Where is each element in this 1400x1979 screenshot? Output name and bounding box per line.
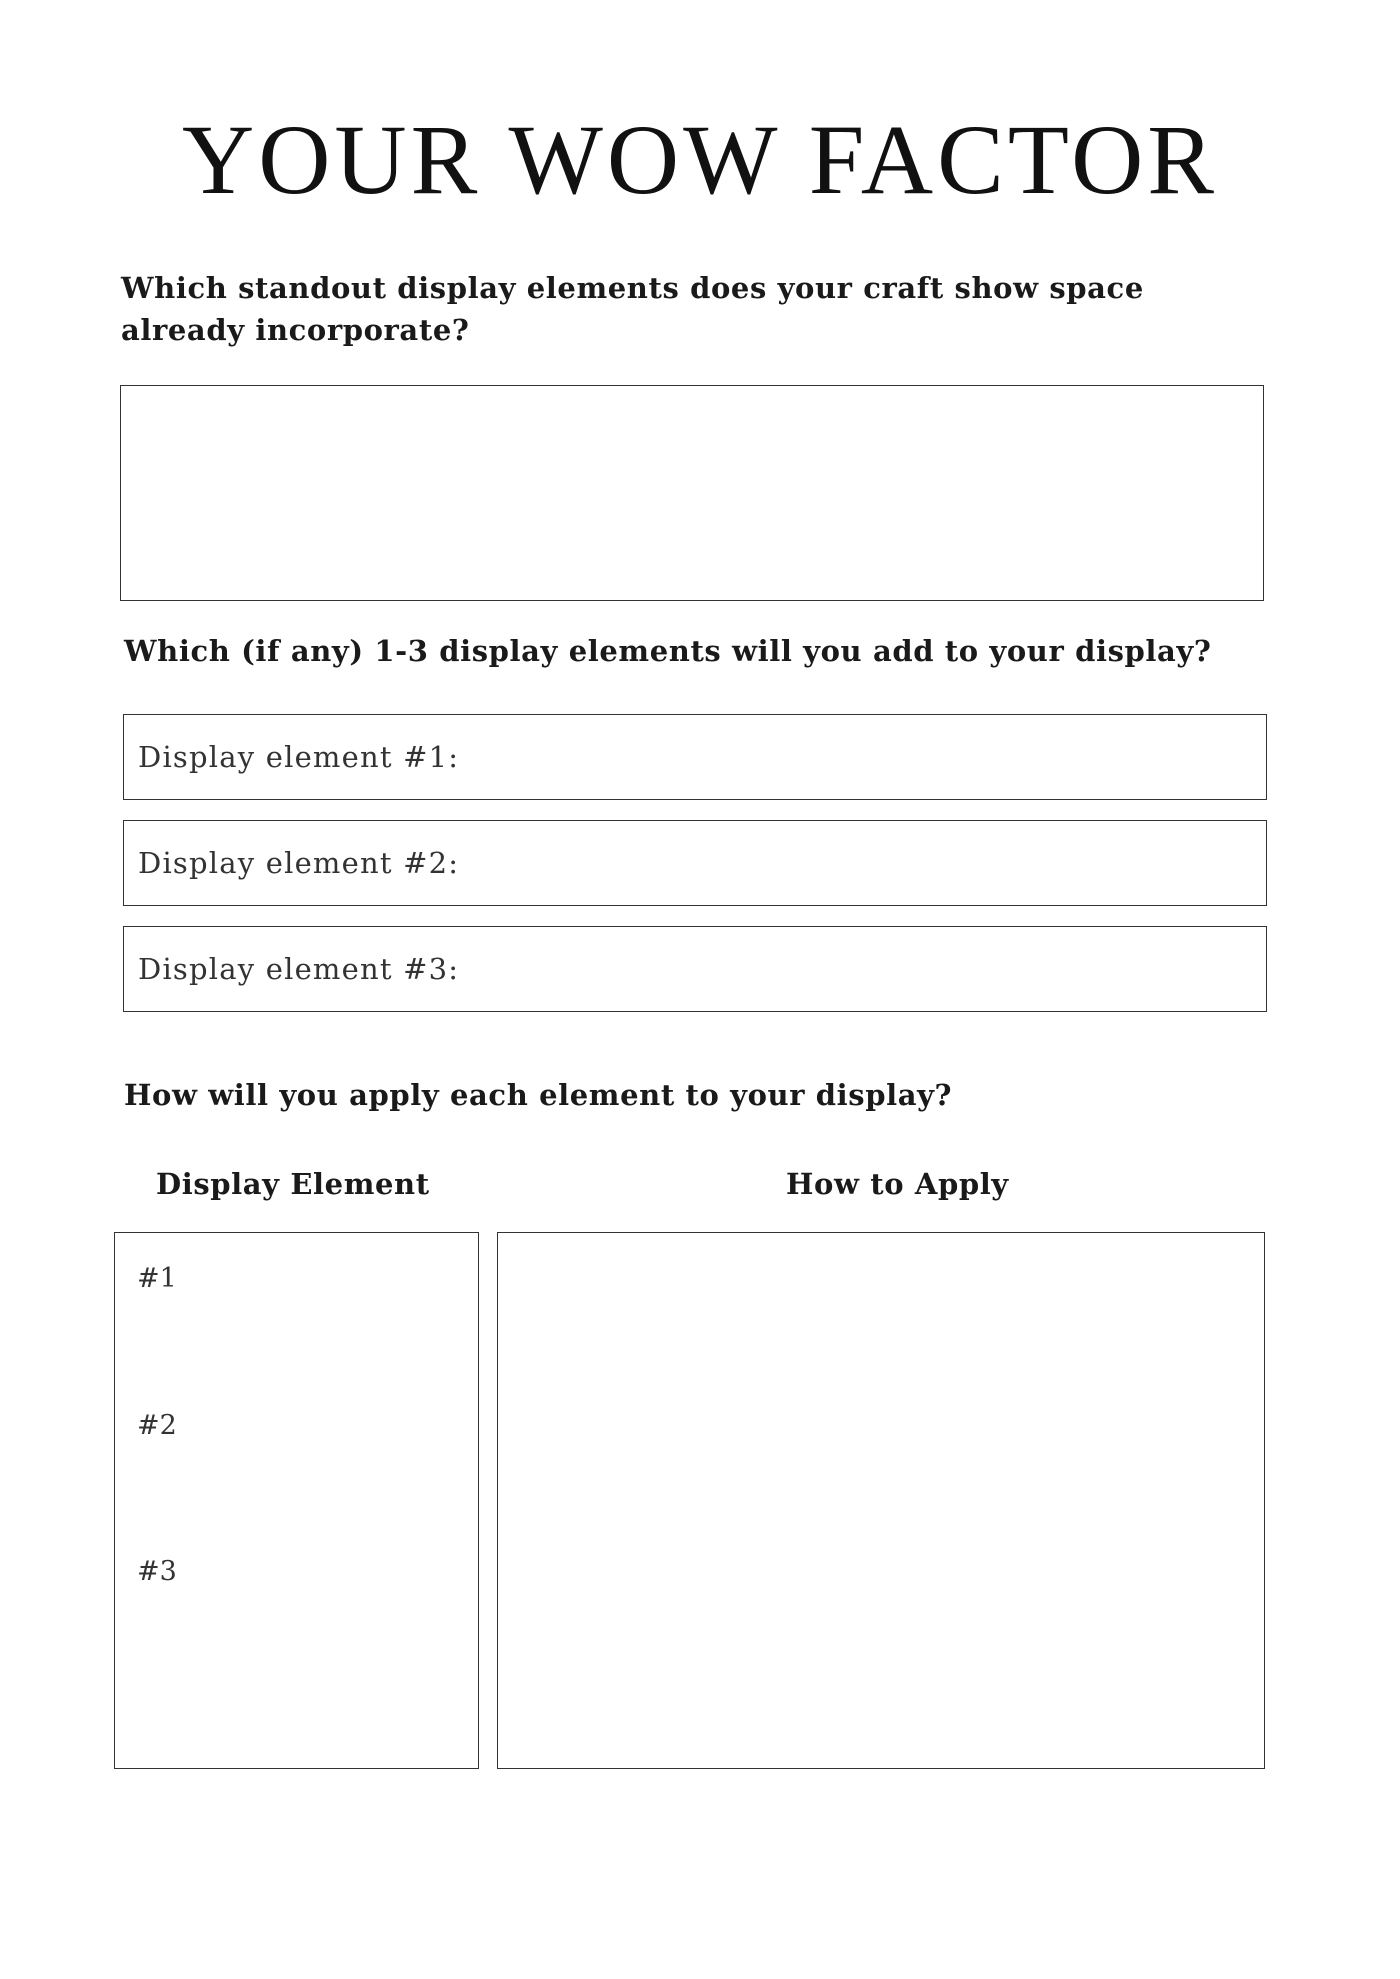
display-element-2-field[interactable] [123, 820, 1267, 906]
question-new-elements: Which (if any) 1-3 display elements will you add to your display? [124, 634, 1212, 668]
row-label-2: #2 [137, 1410, 177, 1441]
display-element-column-box[interactable] [114, 1232, 479, 1769]
question-line-2: already incorporate? [121, 313, 470, 347]
question-line-1: Which standout display elements does your craft show space [121, 271, 1144, 305]
page-title: YOUR WOW FACTOR [181, 104, 1219, 215]
existing-elements-answer-box[interactable] [120, 385, 1264, 601]
display-element-1-field[interactable] [123, 714, 1267, 800]
display-element-3-label: Display element #3: [138, 952, 460, 986]
how-to-apply-answer-box[interactable] [497, 1232, 1265, 1769]
row-label-1: #1 [137, 1263, 177, 1294]
row-label-3: #3 [137, 1556, 177, 1587]
column-header-display-element: Display Element [156, 1167, 430, 1201]
display-element-2-label: Display element #2: [138, 846, 460, 880]
question-apply-elements: How will you apply each element to your display? [124, 1078, 953, 1112]
column-header-how-to-apply: How to Apply [786, 1167, 1009, 1201]
display-element-3-field[interactable] [123, 926, 1267, 1012]
display-element-1-label: Display element #1: [138, 740, 460, 774]
question-existing-elements [121, 267, 1144, 351]
